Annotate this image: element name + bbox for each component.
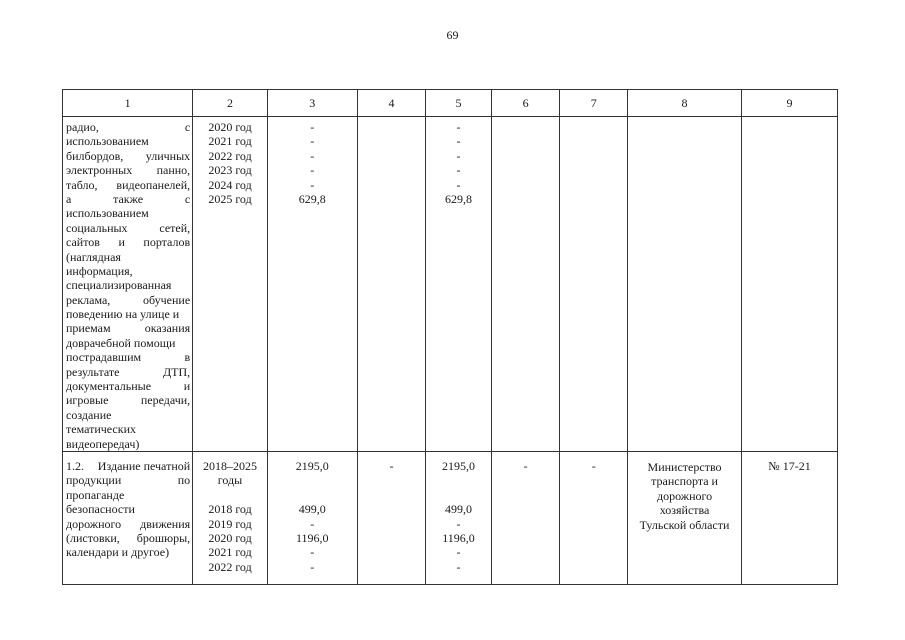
description-word: и xyxy=(118,235,125,250)
description-line xyxy=(66,192,190,206)
description-word: использованием xyxy=(66,206,149,221)
description-line xyxy=(66,134,190,148)
row2-years xyxy=(193,451,268,584)
description-word: поведению на улице и xyxy=(66,307,180,322)
description-line xyxy=(66,517,190,531)
description-word: панно, xyxy=(156,163,191,178)
header-row xyxy=(63,90,838,117)
description-word: также xyxy=(113,191,144,206)
description-word: документальные xyxy=(66,379,152,394)
description-word: сайтов xyxy=(66,235,100,250)
description-line xyxy=(66,235,190,249)
description-word: пропаганде xyxy=(66,487,125,502)
amount-value: - xyxy=(310,134,315,149)
program-table xyxy=(62,89,838,585)
year-label: 2021 год xyxy=(208,545,252,560)
amount-value: 2195,0 xyxy=(442,458,476,473)
description-word: (листовки, xyxy=(66,530,120,545)
description-line xyxy=(66,120,190,134)
description-line xyxy=(66,393,190,407)
row2-reference xyxy=(742,451,838,584)
year-label: 2022 год xyxy=(208,148,252,163)
description-word: тематических xyxy=(66,422,137,437)
description-word: в xyxy=(184,350,191,365)
header-cell-2: 2 xyxy=(193,90,268,117)
description-line xyxy=(66,473,190,487)
description-word: билбордов, xyxy=(66,148,124,163)
description-word: электронных xyxy=(66,163,133,178)
header-cell-3: 3 xyxy=(267,90,357,117)
year-label: годы xyxy=(217,473,243,488)
description-word: специализированная xyxy=(66,278,172,293)
description-word: игровые xyxy=(66,393,109,408)
description-line xyxy=(66,278,190,292)
row1-col3 xyxy=(267,117,357,452)
amount-value: - xyxy=(310,163,315,178)
description-line xyxy=(66,531,190,545)
description-line xyxy=(66,502,190,516)
row1-col9 xyxy=(742,117,838,452)
description-word: ДТП, xyxy=(162,364,191,379)
description-word: реклама, xyxy=(66,292,111,307)
responsible-line: хозяйства xyxy=(659,503,710,518)
row1-description xyxy=(63,117,193,452)
header-cell-8: 8 xyxy=(628,90,742,117)
description-word: видеопередач) xyxy=(66,436,140,451)
year-label: 2019 год xyxy=(208,516,252,531)
description-word: 1.2. xyxy=(66,458,84,473)
header-cell-4: 4 xyxy=(357,90,426,117)
description-line xyxy=(66,149,190,163)
description-word: обучение xyxy=(142,292,191,307)
description-word: табло, xyxy=(66,177,98,192)
row2-col6-value: - xyxy=(523,458,528,473)
description-line xyxy=(66,206,190,220)
description-word: по xyxy=(177,473,191,488)
description-word: социальных xyxy=(66,220,128,235)
description-word: брошюры, xyxy=(136,530,191,545)
amount-value: - xyxy=(310,559,315,574)
row1-col4 xyxy=(357,117,426,452)
responsible-line: дорожного xyxy=(656,488,713,503)
header-cell-7: 7 xyxy=(560,90,628,117)
amount-value xyxy=(426,473,491,487)
description-word: (наглядная xyxy=(66,249,121,264)
year-label xyxy=(193,488,267,502)
description-line xyxy=(66,545,190,559)
row1-years xyxy=(193,117,268,452)
year-label: 2024 год xyxy=(208,177,252,192)
description-line xyxy=(66,350,190,364)
description-word: и xyxy=(183,379,191,394)
description-word: календари и другое) xyxy=(66,545,170,560)
table-row xyxy=(63,451,838,584)
description-word: с xyxy=(184,191,191,206)
amount-value xyxy=(268,473,357,487)
description-line xyxy=(66,408,190,422)
row2-col5 xyxy=(426,451,492,584)
description-line xyxy=(66,321,190,335)
amount-value: - xyxy=(456,545,461,560)
description-line xyxy=(66,293,190,307)
description-word: порталов xyxy=(143,235,191,250)
row1-col8 xyxy=(628,117,742,452)
amount-value: - xyxy=(456,559,461,574)
description-word: результате xyxy=(66,364,120,379)
description-word: создание xyxy=(66,407,112,422)
description-line xyxy=(66,336,190,350)
amount-value: 629,8 xyxy=(298,191,326,206)
description-word: уличных xyxy=(145,148,191,163)
description-word: доврачебной помощи xyxy=(66,335,176,350)
description-word: с xyxy=(184,120,191,134)
year-label: 2023 год xyxy=(208,163,252,178)
amount-value: 1196,0 xyxy=(442,530,475,545)
description-word: продукции xyxy=(66,473,122,488)
year-label: 2022 год xyxy=(208,559,252,574)
header-cell-6: 6 xyxy=(491,90,560,117)
amount-value: - xyxy=(456,177,461,192)
row1-col7 xyxy=(560,117,628,452)
year-label: 2018–2025 xyxy=(203,458,257,473)
description-line xyxy=(66,379,190,393)
year-label: 2021 год xyxy=(208,134,252,149)
description-word: использованием xyxy=(66,134,149,149)
responsible-line: Министерство xyxy=(647,459,722,474)
description-line xyxy=(66,488,190,502)
row1-col5 xyxy=(426,117,492,452)
description-word: видеопанелей, xyxy=(116,177,191,192)
description-word: пострадавшим xyxy=(66,350,142,365)
amount-value: 629,8 xyxy=(445,191,473,206)
responsible-line: Тульской области xyxy=(639,517,730,532)
description-line xyxy=(66,437,190,451)
description-word: Издание печатной xyxy=(97,458,191,473)
description-line xyxy=(66,264,190,278)
year-label: 2020 год xyxy=(208,530,252,545)
header-cell-5: 5 xyxy=(426,90,492,117)
description-word: сетей, xyxy=(159,220,191,235)
amount-value: - xyxy=(456,120,461,134)
amount-value: 2195,0 xyxy=(295,458,329,473)
row2-col4-value: - xyxy=(389,458,394,473)
year-label: 2025 год xyxy=(208,191,252,206)
row2-col6 xyxy=(491,451,560,584)
amount-value: - xyxy=(310,545,315,560)
amount-value: - xyxy=(310,148,315,163)
row2-description xyxy=(63,451,193,584)
page-number: 69 xyxy=(446,28,459,42)
description-line xyxy=(66,365,190,379)
amount-value: - xyxy=(310,177,315,192)
year-label: 2020 год xyxy=(208,120,252,134)
row2-col3 xyxy=(267,451,357,584)
description-word: безопасности xyxy=(66,502,135,517)
description-word: информация, xyxy=(66,263,133,278)
description-word: а xyxy=(66,191,72,206)
amount-value: - xyxy=(456,163,461,178)
description-line xyxy=(66,163,190,177)
header-cell-9: 9 xyxy=(742,90,838,117)
amount-value xyxy=(268,488,357,502)
table-row xyxy=(63,117,838,452)
row2-col7-value: - xyxy=(591,458,596,473)
description-line xyxy=(66,422,190,436)
description-line xyxy=(66,178,190,192)
description-word: дорожного xyxy=(66,516,122,531)
row2-col7 xyxy=(560,451,628,584)
header-cell-1: 1 xyxy=(63,90,193,117)
description-word: приемам xyxy=(66,321,111,336)
amount-value: 499,0 xyxy=(298,502,326,517)
description-line xyxy=(66,307,190,321)
amount-value: - xyxy=(456,134,461,149)
row2-col4 xyxy=(357,451,426,584)
description-word: радио, xyxy=(66,120,99,134)
row1-col6 xyxy=(491,117,560,452)
description-word: передачи, xyxy=(140,393,191,408)
year-label: 2018 год xyxy=(208,502,252,517)
amount-value: - xyxy=(456,148,461,163)
amount-value: - xyxy=(310,120,315,134)
amount-value: 1196,0 xyxy=(295,530,329,545)
amount-value: - xyxy=(310,516,315,531)
amount-value: 499,0 xyxy=(445,502,473,517)
responsible-line: транспорта и xyxy=(651,474,718,489)
description-line xyxy=(66,250,190,264)
row2-responsible xyxy=(628,451,742,584)
amount-value xyxy=(426,488,491,502)
description-line xyxy=(66,459,190,473)
description-line xyxy=(66,221,190,235)
description-word: движения xyxy=(140,516,191,531)
amount-value: - xyxy=(456,516,461,531)
description-word: оказания xyxy=(144,321,191,336)
row2-col9-value: № 17-21 xyxy=(768,458,811,473)
